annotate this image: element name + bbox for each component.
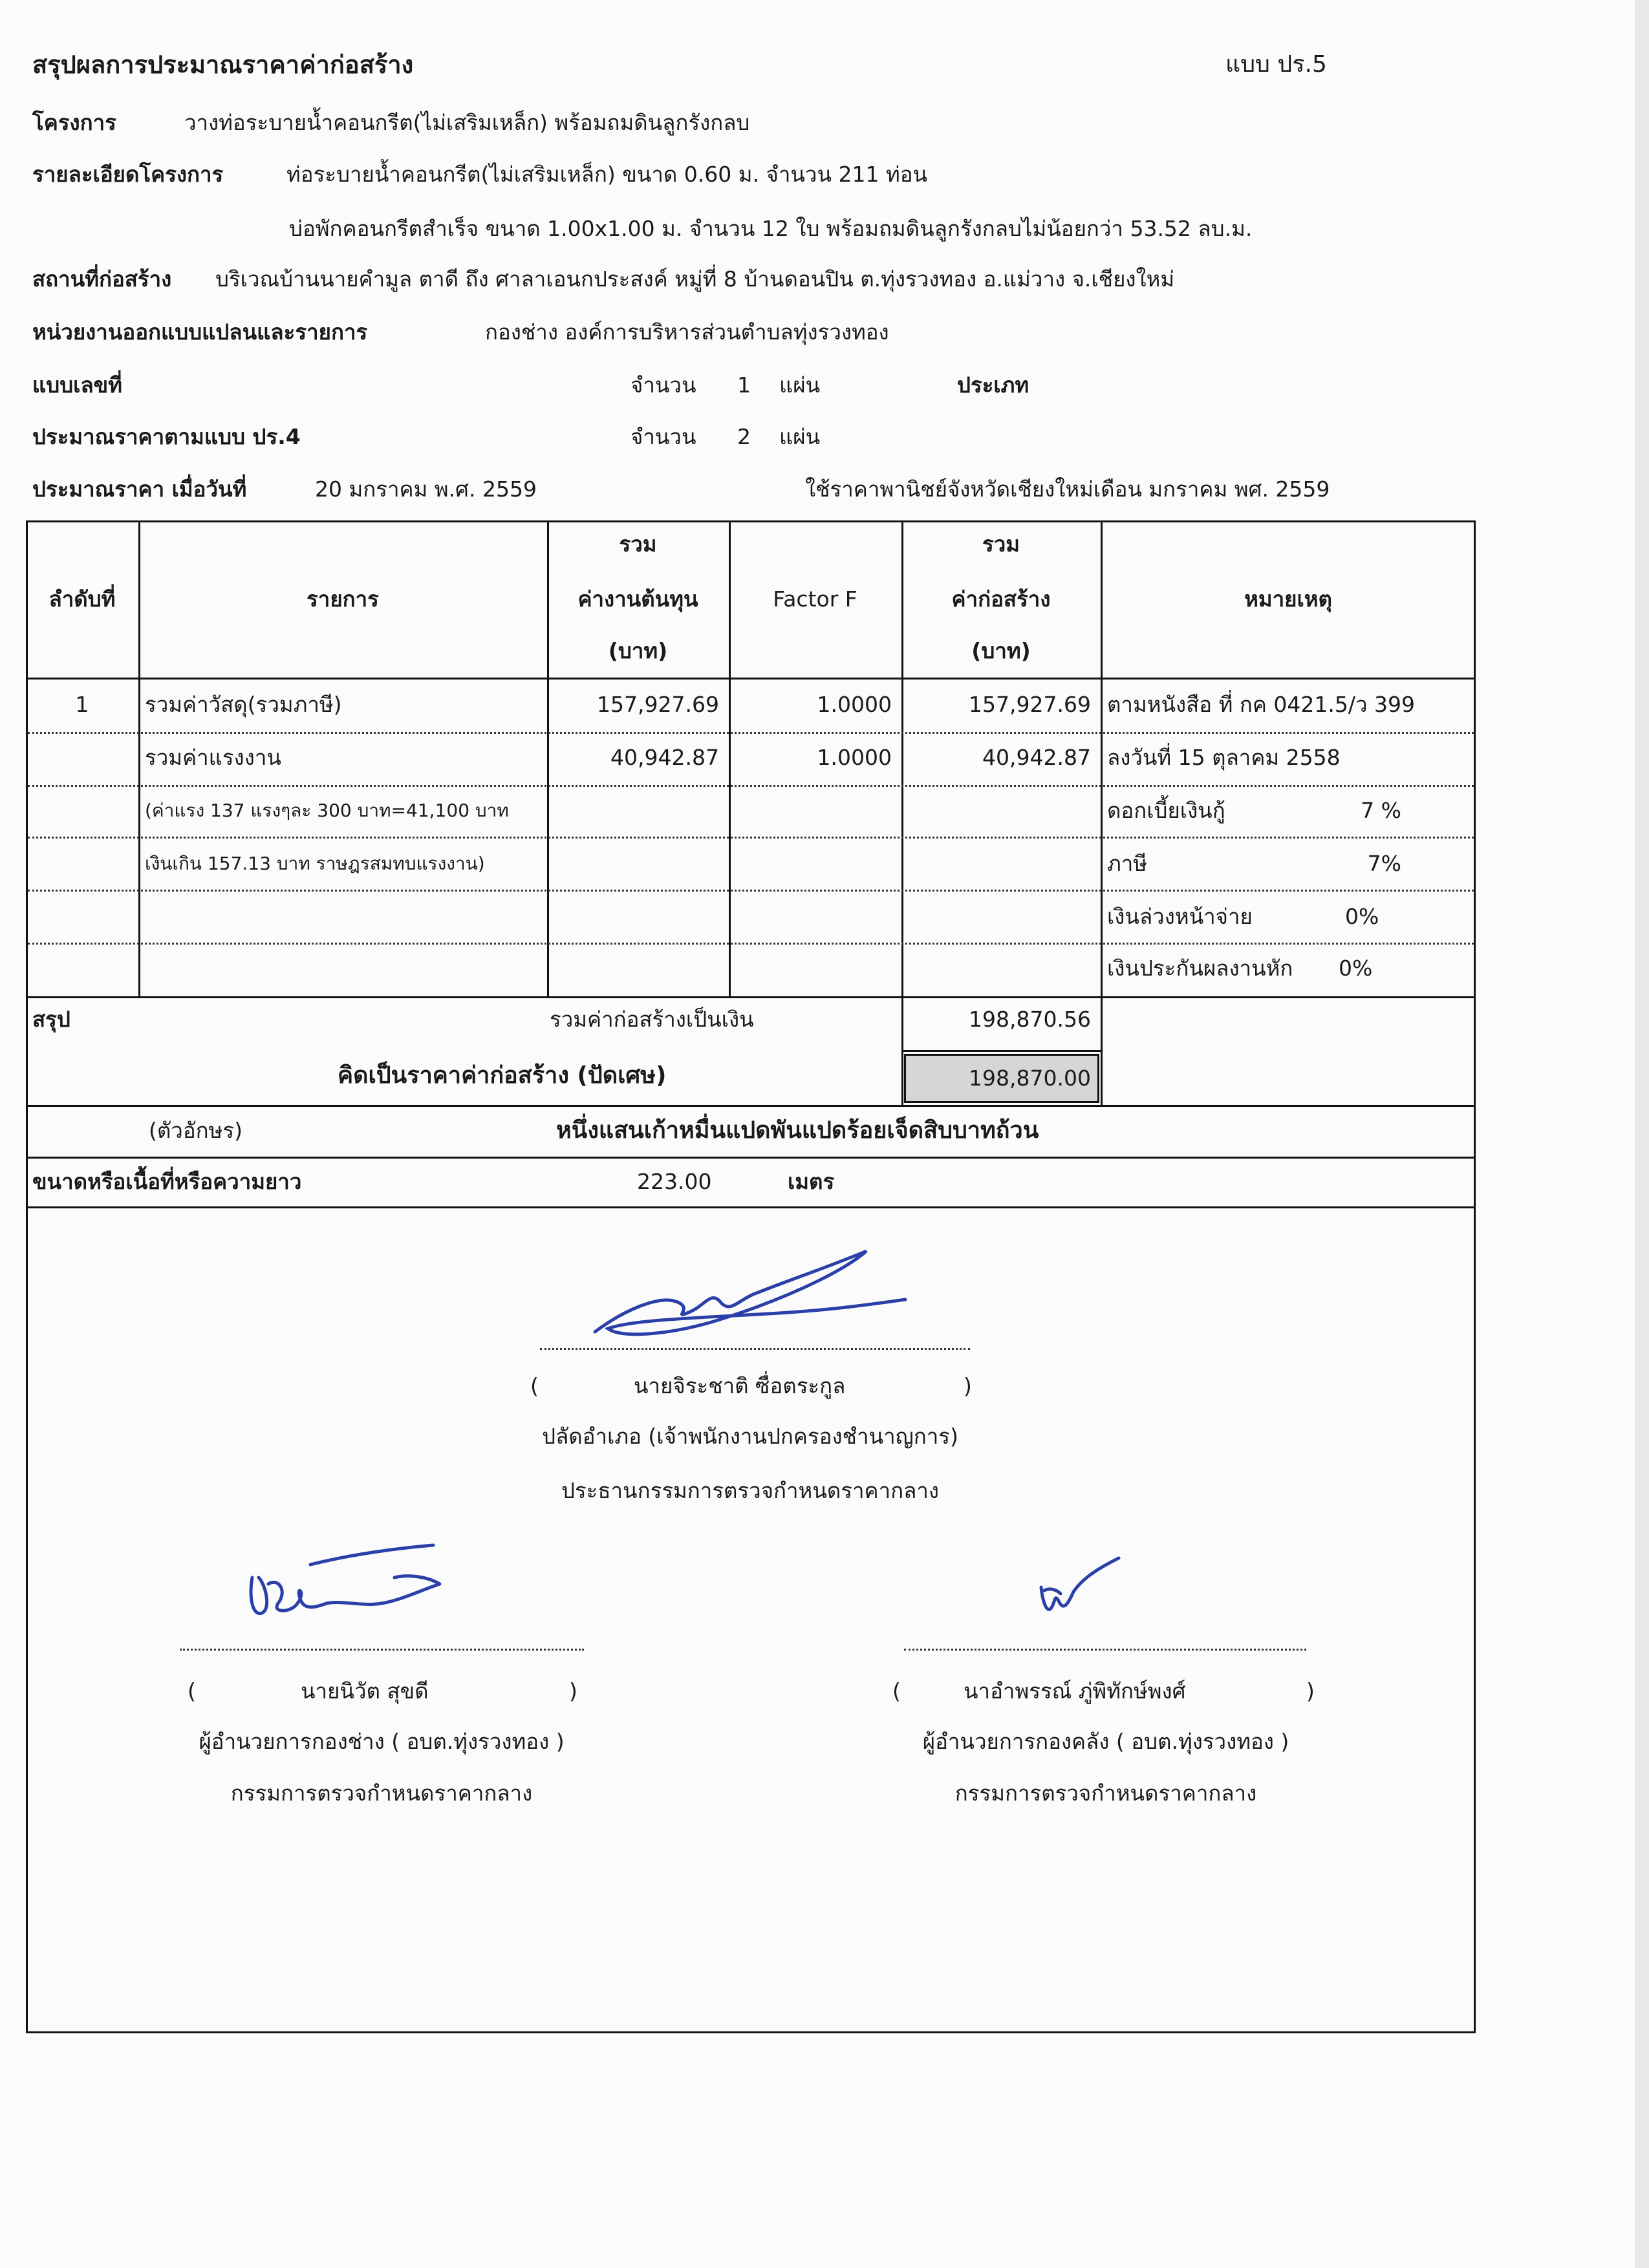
header-row-divider (26, 678, 1476, 679)
left-signature-line (180, 1649, 584, 1651)
left-name: นายนิวัต สุขดี (301, 1678, 429, 1704)
left-position: ผู้อำนวยการกองช่าง ( อบต.ทุ่งรวงทอง ) (199, 1729, 565, 1754)
col-header-cost-3: (บาท) (608, 638, 668, 663)
col-header-cost-2: ค่างานต้นทุน (577, 586, 698, 612)
row-2-factor: 1.0000 (817, 745, 892, 770)
row-2-remark: ลงวันที่ 15 ตุลาคม 2558 (1107, 745, 1341, 770)
quantity-value-2: 2 (737, 424, 751, 449)
row-6-remark: เงินประกันผลงานหัก (1107, 956, 1293, 981)
summary-divider (26, 996, 1476, 998)
summary-total-label: รวมค่าก่อสร้างเป็นเงิน (550, 1007, 754, 1032)
quantity-unit-2: แผ่น (779, 424, 821, 449)
row-divider (28, 943, 1474, 945)
project-label: โครงการ (32, 110, 116, 135)
details-line-1: ท่อระบายน้ำคอนกรีต(ไม่เสริมเหล็ก) ขนาด 0.60 ม. จำนวน 211 ท่อน (286, 162, 928, 187)
col-header-factor: Factor F (773, 586, 857, 612)
row-2-cost: 40,942.87 (610, 745, 719, 770)
quantity-value-1: 1 (737, 372, 751, 398)
col-header-total-2: ค่าก่อสร้าง (951, 586, 1051, 612)
col-header-cost-1: รวม (619, 531, 657, 557)
design-unit-label: หน่วยงานออกแบบแปลนและรายการ (32, 319, 368, 345)
size-label: ขนาดหรือเนื้อที่หรือความยาว (32, 1169, 302, 1194)
row-1-total: 157,927.69 (969, 692, 1091, 717)
left-signature-icon (233, 1539, 453, 1636)
row-3-remark-value: 7 % (1361, 798, 1401, 823)
rounded-cell-top (901, 1050, 1103, 1052)
scan-edge (1635, 0, 1649, 2268)
row-1-item: รวมค่าวัสดุ(รวมภาษี) (145, 692, 342, 717)
size-divider (26, 1157, 1476, 1159)
row-divider (28, 732, 1474, 734)
right-role: กรรมการตรวจกำหนดราคากลาง (954, 1781, 1257, 1806)
details-line-2: บ่อพักคอนกรีตสำเร็จ ขนาด 1.00x1.00 ม. จำนวน 12 ใบ พร้อมถมดินลูกรังกลบไม่น้อยกว่า 53.52 ลบ.ม. (289, 216, 1253, 241)
chair-position: ปลัดอำเภอ (เจ้าพนักงานปกครองชำนาญการ) (542, 1424, 958, 1449)
estimate-date-label: ประมาณราคา เมื่อวันที่ (32, 476, 247, 502)
chair-name: นายจิระชาติ ซื่อตระกูล (634, 1373, 846, 1398)
document-title: สรุปผลการประมาณราคาค่าก่อสร้าง (32, 50, 414, 79)
chair-role: ประธานกรรมการตรวจกำหนดราคากลาง (561, 1478, 940, 1503)
right-signature-line (904, 1649, 1306, 1651)
amount-in-words-label: (ตัวอักษร) (149, 1118, 242, 1143)
chair-signature-line (540, 1348, 970, 1350)
summary-total-value: 198,870.56 (969, 1007, 1091, 1032)
size-value: 223.00 (637, 1169, 712, 1194)
right-name: นาอำพรรณ์ ภู่พิทักษ์พงศ์ (964, 1678, 1186, 1704)
row-6-remark-value: 0% (1339, 956, 1373, 981)
estimate-by-drawing-label: ประมาณราคาตามแบบ ปร.4 (32, 424, 301, 449)
quantity-label-1: จำนวน (630, 372, 696, 398)
signature-area-divider (26, 1206, 1476, 1208)
site-value: บริเวณบ้านนายคำมูล ตาดี ถึง ศาลาเอนกประสงค์ หมู่ที่ 8 บ้านดอนปิน ต.ทุ่งรวงทอง อ.แม่วาง จ.เชียงใหม่ (215, 266, 1175, 292)
price-reference: ใช้ราคาพานิชย์จังหวัดเชียงใหม่เดือน มกราคม พศ. 2559 (805, 476, 1330, 502)
row-1-cost: 157,927.69 (597, 692, 719, 717)
type-label: ประเภท (957, 372, 1029, 398)
summary-label: สรุป (32, 1007, 70, 1032)
row-4-remark-value: 7% (1367, 851, 1401, 876)
rounded-label: คิดเป็นราคาค่าก่อสร้าง (ปัดเศษ) (338, 1062, 667, 1089)
row-2-item: รวมค่าแรงงาน (145, 745, 281, 770)
col-header-total-3: (บาท) (971, 638, 1031, 663)
right-close-paren: ) (1306, 1678, 1315, 1704)
col-header-remark: หมายเหตุ (1244, 586, 1332, 612)
chair-close-paren: ) (964, 1373, 972, 1398)
row-1-no: 1 (75, 692, 89, 717)
site-label: สถานที่ก่อสร้าง (32, 266, 172, 292)
chair-open-paren: ( (530, 1373, 539, 1398)
row-4-item: เงินเกิน 157.13 บาท ราษฎรสมทบแรงงาน) (145, 853, 485, 874)
row-5-remark: เงินล่วงหน้าจ่าย (1107, 904, 1253, 929)
right-open-paren: ( (892, 1678, 901, 1704)
design-unit-value: กองช่าง องค์การบริหารส่วนตำบลทุ่งรวงทอง (485, 319, 889, 345)
row-divider (28, 785, 1474, 787)
details-label: รายละเอียดโครงการ (32, 162, 224, 187)
row-1-factor: 1.0000 (817, 692, 892, 717)
quantity-unit-1: แผ่น (779, 372, 821, 398)
row-3-item: (ค่าแรง 137 แรงๆละ 300 บาท=41,100 บาท (145, 800, 509, 821)
rounded-value: 198,870.00 (969, 1065, 1091, 1091)
col-header-no: ลำดับที่ (48, 586, 116, 612)
left-close-paren: ) (569, 1678, 577, 1704)
left-role: กรรมการตรวจกำหนดราคากลาง (230, 1781, 533, 1806)
row-4-remark: ภาษี (1107, 851, 1148, 876)
col-header-total-1: รวม (982, 531, 1020, 557)
row-divider (28, 890, 1474, 892)
quantity-label-2: จำนวน (630, 424, 696, 449)
col-header-item: รายการ (307, 586, 379, 612)
row-2-total: 40,942.87 (982, 745, 1091, 770)
chair-signature-icon (582, 1241, 918, 1351)
right-signature-icon (1028, 1552, 1132, 1623)
form-code: แบบ ปร.5 (1225, 51, 1327, 78)
row-3-remark: ดอกเบี้ยเงินกู้ (1107, 798, 1225, 823)
row-5-remark-value: 0% (1345, 904, 1379, 929)
size-unit: เมตร (788, 1169, 835, 1194)
row-1-remark: ตามหนังสือ ที่ กค 0421.5/ว 399 (1107, 692, 1415, 717)
project-value: วางท่อระบายน้ำคอนกรีต(ไม่เสริมเหล็ก) พร้อมถมดินลูกรังกลบ (184, 110, 750, 135)
words-divider (26, 1105, 1476, 1107)
estimate-date-value: 20 มกราคม พ.ศ. 2559 (315, 476, 537, 502)
drawing-number-label: แบบเลขที่ (32, 372, 122, 398)
row-divider (28, 837, 1474, 839)
right-position: ผู้อำนวยการกองคลัง ( อบต.ทุ่งรวงทอง ) (922, 1729, 1289, 1754)
left-open-paren: ( (188, 1678, 196, 1704)
amount-in-words-value: หนึ่งแสนเก้าหมื่นแปดพันแปดร้อยเจ็ดสิบบาทถ้วน (556, 1117, 1039, 1144)
